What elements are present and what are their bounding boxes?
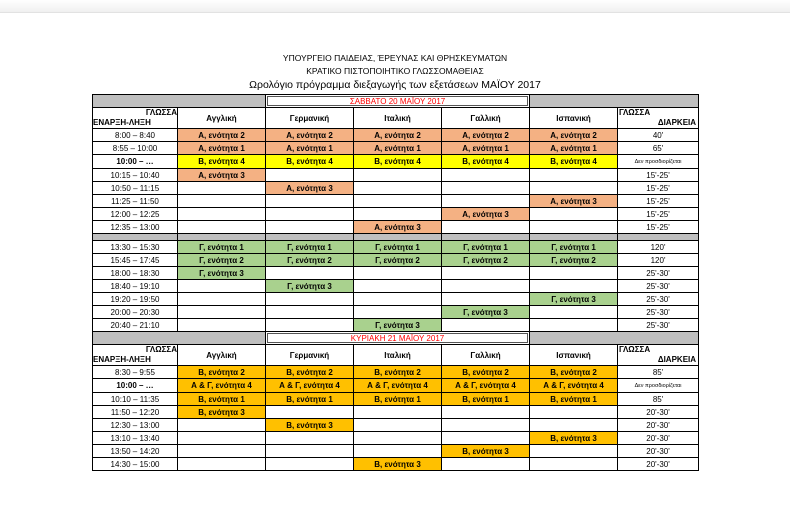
ministry-heading: ΥΠΟΥΡΓΕΙΟ ΠΑΙΔΕΙΑΣ, ΈΡΕΥΝΑΣ ΚΑΙ ΘΡΗΣΚΕΥΜΑΤΩΝ (282, 53, 508, 63)
exam-cell-german: Γ, ενότητα 3 (266, 280, 354, 293)
exam-cell-spanish: Γ, ενότητα 3 (530, 293, 618, 306)
schedule-row (93, 432, 699, 445)
lang-label-right: ΓΛΩΣΣΑ (619, 108, 651, 117)
lang-time-header (93, 108, 178, 129)
schedule-row (93, 267, 699, 280)
exam-cell-spanish (530, 182, 618, 195)
duration-cell: 85' (618, 393, 699, 406)
exam-cell-french: Α & Γ, ενότητα 4 (442, 379, 530, 393)
header-french: Γαλλική (442, 108, 530, 129)
exam-cell-french: Β, ενότητα 1 (442, 393, 530, 406)
exam-cell-italian (354, 306, 442, 319)
time-slot: 8:00 – 8:40 (93, 129, 178, 142)
exam-cell-italian (354, 280, 442, 293)
duration-cell: 85' (618, 366, 699, 379)
exam-cell-french: Γ, ενότητα 1 (442, 241, 530, 254)
time-slot: 10:50 – 11:15 (93, 182, 178, 195)
duration-cell (618, 379, 699, 393)
schedule-row (93, 419, 699, 432)
exam-cell-italian: Γ, ενότητα 3 (354, 319, 442, 332)
exam-cell-italian (354, 432, 442, 445)
duration-cell: 120' (618, 254, 699, 267)
exam-cell-english: Α, ενότητα 1 (178, 142, 266, 155)
exam-cell-spanish (530, 419, 618, 432)
exam-cell-spanish: Α, ενότητα 1 (530, 142, 618, 155)
duration-cell: 25'-30' (618, 267, 699, 280)
time-slot: 20:40 – 21:10 (93, 319, 178, 332)
time-slot: 20:00 – 20:30 (93, 306, 178, 319)
exam-cell-german (266, 306, 354, 319)
exam-cell-german: Β, ενότητα 1 (266, 393, 354, 406)
time-slot: 10:00 – … (93, 379, 178, 393)
exam-cell-english: Γ, ενότητα 2 (178, 254, 266, 267)
exam-cell-spanish (530, 406, 618, 419)
exam-cell-french: Β, ενότητα 4 (442, 155, 530, 169)
separator-cell (618, 234, 699, 241)
time-slot: 12:35 – 13:00 (93, 221, 178, 234)
break-separator-row (93, 234, 699, 241)
duration-cell: 15'-25' (618, 169, 699, 182)
schedule-row (93, 445, 699, 458)
exam-cell-italian (354, 208, 442, 221)
exam-cell-german (266, 267, 354, 280)
exam-cell-french (442, 419, 530, 432)
schedule-row (93, 319, 699, 332)
duration-label: ΔΙΑΡΚΕΙΑ (657, 118, 697, 127)
day-band-right (530, 95, 699, 108)
exam-cell-italian (354, 169, 442, 182)
exam-cell-italian (354, 195, 442, 208)
exam-cell-german (266, 208, 354, 221)
separator-cell (530, 234, 618, 241)
schedule-row (93, 221, 699, 234)
exam-cell-english: Γ, ενότητα 3 (178, 267, 266, 280)
duration-cell: 20'-30' (618, 419, 699, 432)
exam-cell-french (442, 458, 530, 471)
exam-cell-french: Β, ενότητα 3 (442, 445, 530, 458)
exam-cell-french: Α, ενότητα 2 (442, 129, 530, 142)
header-italian: Ιταλική (354, 108, 442, 129)
time-slot: 13:30 – 15:30 (93, 241, 178, 254)
exam-cell-german: Α, ενότητα 2 (266, 129, 354, 142)
lang-label: ΓΛΩΣΣΑ (145, 345, 177, 354)
time-slot: 10:10 – 11:35 (93, 393, 178, 406)
exam-cell-english (178, 306, 266, 319)
exam-cell-italian: Α, ενότητα 2 (354, 129, 442, 142)
exam-cell-italian (354, 182, 442, 195)
time-slot: 12:00 – 12:25 (93, 208, 178, 221)
exam-cell-french (442, 280, 530, 293)
time-slot: 18:40 – 19:10 (93, 280, 178, 293)
exam-cell-english: Α, ενότητα 3 (178, 169, 266, 182)
exam-cell-spanish: Γ, ενότητα 1 (530, 241, 618, 254)
header-spanish: Ισπανική (530, 345, 618, 366)
exam-cell-spanish (530, 458, 618, 471)
time-slot: 10:15 – 10:40 (93, 169, 178, 182)
schedule-row (93, 241, 699, 254)
duration-label: ΔΙΑΡΚΕΙΑ (657, 355, 697, 364)
exam-cell-spanish: Α, ενότητα 2 (530, 129, 618, 142)
exam-cell-spanish (530, 169, 618, 182)
duration-cell (618, 155, 699, 169)
exam-cell-italian: Α, ενότητα 3 (354, 221, 442, 234)
separator-cell (442, 234, 530, 241)
exam-cell-spanish (530, 445, 618, 458)
exam-cell-german: Γ, ενότητα 1 (266, 241, 354, 254)
exam-cell-german (266, 406, 354, 419)
time-slot: 13:50 – 14:20 (93, 445, 178, 458)
duration-cell: 25'-30' (618, 293, 699, 306)
lang-duration-header (618, 345, 699, 366)
duration-text: Δεν προσδιορίζεται (634, 383, 682, 389)
exam-cell-french: Α, ενότητα 3 (442, 208, 530, 221)
exam-cell-english (178, 195, 266, 208)
header-french: Γαλλική (442, 345, 530, 366)
duration-cell: 15'-25' (618, 182, 699, 195)
duration-text: Δεν προσδιορίζεται (634, 159, 682, 165)
duration-cell: 20'-30' (618, 432, 699, 445)
time-slot: 10:00 – … (93, 155, 178, 169)
exam-cell-english (178, 280, 266, 293)
header-english: Αγγλική (178, 345, 266, 366)
exam-cell-german (266, 195, 354, 208)
time-slot: 12:30 – 13:00 (93, 419, 178, 432)
schedule-title: Ωρολόγιο πρόγραμμα διεξαγωγής των εξετάσεων ΜΑΪΟΥ 2017 (249, 79, 541, 91)
exam-cell-italian (354, 419, 442, 432)
exam-cell-italian: Β, ενότητα 4 (354, 155, 442, 169)
duration-cell: 25'-30' (618, 319, 699, 332)
exam-cell-german: Α, ενότητα 3 (266, 182, 354, 195)
exam-cell-italian (354, 293, 442, 306)
exam-cell-english (178, 319, 266, 332)
lang-label: ΓΛΩΣΣΑ (145, 108, 177, 117)
exam-cell-english (178, 221, 266, 234)
schedule-row (93, 280, 699, 293)
exam-cell-spanish: Β, ενότητα 3 (530, 432, 618, 445)
column-header-row (93, 345, 699, 366)
document-top-edge (0, 0, 790, 13)
duration-cell: 20'-30' (618, 445, 699, 458)
exam-cell-english: Β, ενότητα 2 (178, 366, 266, 379)
duration-cell: 15'-25' (618, 221, 699, 234)
duration-cell: 20'-30' (618, 458, 699, 471)
time-slot: 11:25 – 11:50 (93, 195, 178, 208)
exam-cell-german (266, 293, 354, 306)
exam-cell-spanish (530, 319, 618, 332)
exam-schedule-table (92, 94, 699, 471)
schedule-row (93, 195, 699, 208)
saturday-date-banner: ΣΑΒΒΑΤΟ 20 ΜΑΪΟΥ 2017 (266, 95, 530, 108)
exam-cell-english: Α & Γ, ενότητα 4 (178, 379, 266, 393)
exam-cell-english: Γ, ενότητα 1 (178, 241, 266, 254)
exam-cell-english: Β, ενότητα 4 (178, 155, 266, 169)
exam-cell-german (266, 319, 354, 332)
day-band-left (93, 332, 266, 345)
exam-cell-german (266, 458, 354, 471)
saturday-date-banner-row (93, 95, 699, 108)
schedule-row (93, 293, 699, 306)
separator-cell (266, 234, 354, 241)
schedule-row (93, 155, 699, 169)
exam-cell-italian: Β, ενότητα 2 (354, 366, 442, 379)
exam-cell-german: Β, ενότητα 4 (266, 155, 354, 169)
lang-label-right: ΓΛΩΣΣΑ (619, 345, 651, 354)
exam-cell-german (266, 169, 354, 182)
schedule-row (93, 306, 699, 319)
exam-cell-french: Γ, ενότητα 3 (442, 306, 530, 319)
schedule-row (93, 393, 699, 406)
exam-cell-english: Α, ενότητα 2 (178, 129, 266, 142)
exam-cell-german (266, 221, 354, 234)
schedule-row (93, 366, 699, 379)
exam-cell-english (178, 208, 266, 221)
certificate-heading: ΚΡΑΤΙΚΟ ΠΙΣΤΟΠΟΙΗΤΙΚΟ ΓΛΩΣΣΟΜΑΘΕΙΑΣ (306, 66, 484, 76)
time-slot: 8:30 – 9:55 (93, 366, 178, 379)
exam-cell-french (442, 182, 530, 195)
lang-duration-header (618, 108, 699, 129)
header-italian: Ιταλική (354, 345, 442, 366)
column-header-row (93, 108, 699, 129)
duration-cell: 25'-30' (618, 306, 699, 319)
time-slot: 13:10 – 13:40 (93, 432, 178, 445)
time-slot: 8:55 – 10:00 (93, 142, 178, 155)
schedule-row (93, 142, 699, 155)
exam-cell-french (442, 169, 530, 182)
exam-cell-french: Β, ενότητα 2 (442, 366, 530, 379)
schedule-row (93, 406, 699, 419)
exam-cell-italian: Α, ενότητα 1 (354, 142, 442, 155)
exam-cell-german: Β, ενότητα 3 (266, 419, 354, 432)
duration-cell: 40' (618, 129, 699, 142)
exam-cell-italian: Γ, ενότητα 2 (354, 254, 442, 267)
start-end-label: ΕΝΑΡΞΗ-ΛΗΞΗ (93, 355, 151, 364)
exam-cell-german: Α & Γ, ενότητα 4 (266, 379, 354, 393)
header-german: Γερμανική (266, 345, 354, 366)
exam-cell-italian: Α & Γ, ενότητα 4 (354, 379, 442, 393)
exam-cell-spanish: Β, ενότητα 2 (530, 366, 618, 379)
duration-cell: 120' (618, 241, 699, 254)
exam-cell-german: Γ, ενότητα 2 (266, 254, 354, 267)
lang-time-header (93, 345, 178, 366)
schedule-row (93, 254, 699, 267)
exam-cell-english: Β, ενότητα 1 (178, 393, 266, 406)
start-end-label: ΕΝΑΡΞΗ-ΛΗΞΗ (93, 118, 151, 127)
exam-cell-french: Γ, ενότητα 2 (442, 254, 530, 267)
duration-cell: 15'-25' (618, 195, 699, 208)
exam-cell-spanish (530, 306, 618, 319)
duration-cell: 65' (618, 142, 699, 155)
exam-cell-spanish: Α, ενότητα 3 (530, 195, 618, 208)
exam-cell-italian (354, 445, 442, 458)
exam-cell-french (442, 221, 530, 234)
day-band-left (93, 95, 266, 108)
exam-cell-spanish: Γ, ενότητα 2 (530, 254, 618, 267)
exam-cell-italian (354, 267, 442, 280)
exam-cell-spanish (530, 267, 618, 280)
exam-cell-italian: Γ, ενότητα 1 (354, 241, 442, 254)
exam-cell-english (178, 458, 266, 471)
time-slot: 15:45 – 17:45 (93, 254, 178, 267)
exam-cell-english (178, 445, 266, 458)
exam-cell-italian (354, 406, 442, 419)
exam-cell-english (178, 182, 266, 195)
header-english: Αγγλική (178, 108, 266, 129)
schedule-row (93, 458, 699, 471)
time-slot: 18:00 – 18:30 (93, 267, 178, 280)
exam-cell-french (442, 319, 530, 332)
exam-cell-french (442, 293, 530, 306)
exam-cell-spanish: Α & Γ, ενότητα 4 (530, 379, 618, 393)
day-band-right (530, 332, 699, 345)
exam-cell-spanish (530, 221, 618, 234)
exam-cell-spanish: Β, ενότητα 1 (530, 393, 618, 406)
exam-cell-spanish (530, 280, 618, 293)
exam-cell-french (442, 267, 530, 280)
exam-cell-french (442, 195, 530, 208)
schedule-row (93, 169, 699, 182)
exam-cell-spanish: Β, ενότητα 4 (530, 155, 618, 169)
sunday-date-banner-row (93, 332, 699, 345)
header-spanish: Ισπανική (530, 108, 618, 129)
exam-cell-german (266, 445, 354, 458)
schedule-row (93, 129, 699, 142)
exam-cell-french: Α, ενότητα 1 (442, 142, 530, 155)
schedule-row (93, 379, 699, 393)
duration-cell: 25'-30' (618, 280, 699, 293)
time-slot: 14:30 – 15:00 (93, 458, 178, 471)
separator-cell (178, 234, 266, 241)
header-german: Γερμανική (266, 108, 354, 129)
exam-cell-english (178, 293, 266, 306)
sunday-date-banner: ΚΥΡΙΑΚΗ 21 ΜΑΪΟΥ 2017 (266, 332, 530, 345)
exam-cell-italian: Β, ενότητα 1 (354, 393, 442, 406)
duration-cell: 20'-30' (618, 406, 699, 419)
separator-cell (354, 234, 442, 241)
exam-cell-italian: Β, ενότητα 3 (354, 458, 442, 471)
duration-cell: 15'-25' (618, 208, 699, 221)
exam-cell-german (266, 432, 354, 445)
exam-cell-german: Β, ενότητα 2 (266, 366, 354, 379)
time-slot: 19:20 – 19:50 (93, 293, 178, 306)
time-slot: 11:50 – 12:20 (93, 406, 178, 419)
exam-cell-german: Α, ενότητα 1 (266, 142, 354, 155)
schedule-row (93, 182, 699, 195)
exam-cell-french (442, 432, 530, 445)
exam-cell-english (178, 419, 266, 432)
separator-cell (93, 234, 178, 241)
exam-cell-spanish (530, 208, 618, 221)
schedule-row (93, 208, 699, 221)
exam-cell-english (178, 432, 266, 445)
exam-cell-english: Β, ενότητα 3 (178, 406, 266, 419)
exam-cell-french (442, 406, 530, 419)
